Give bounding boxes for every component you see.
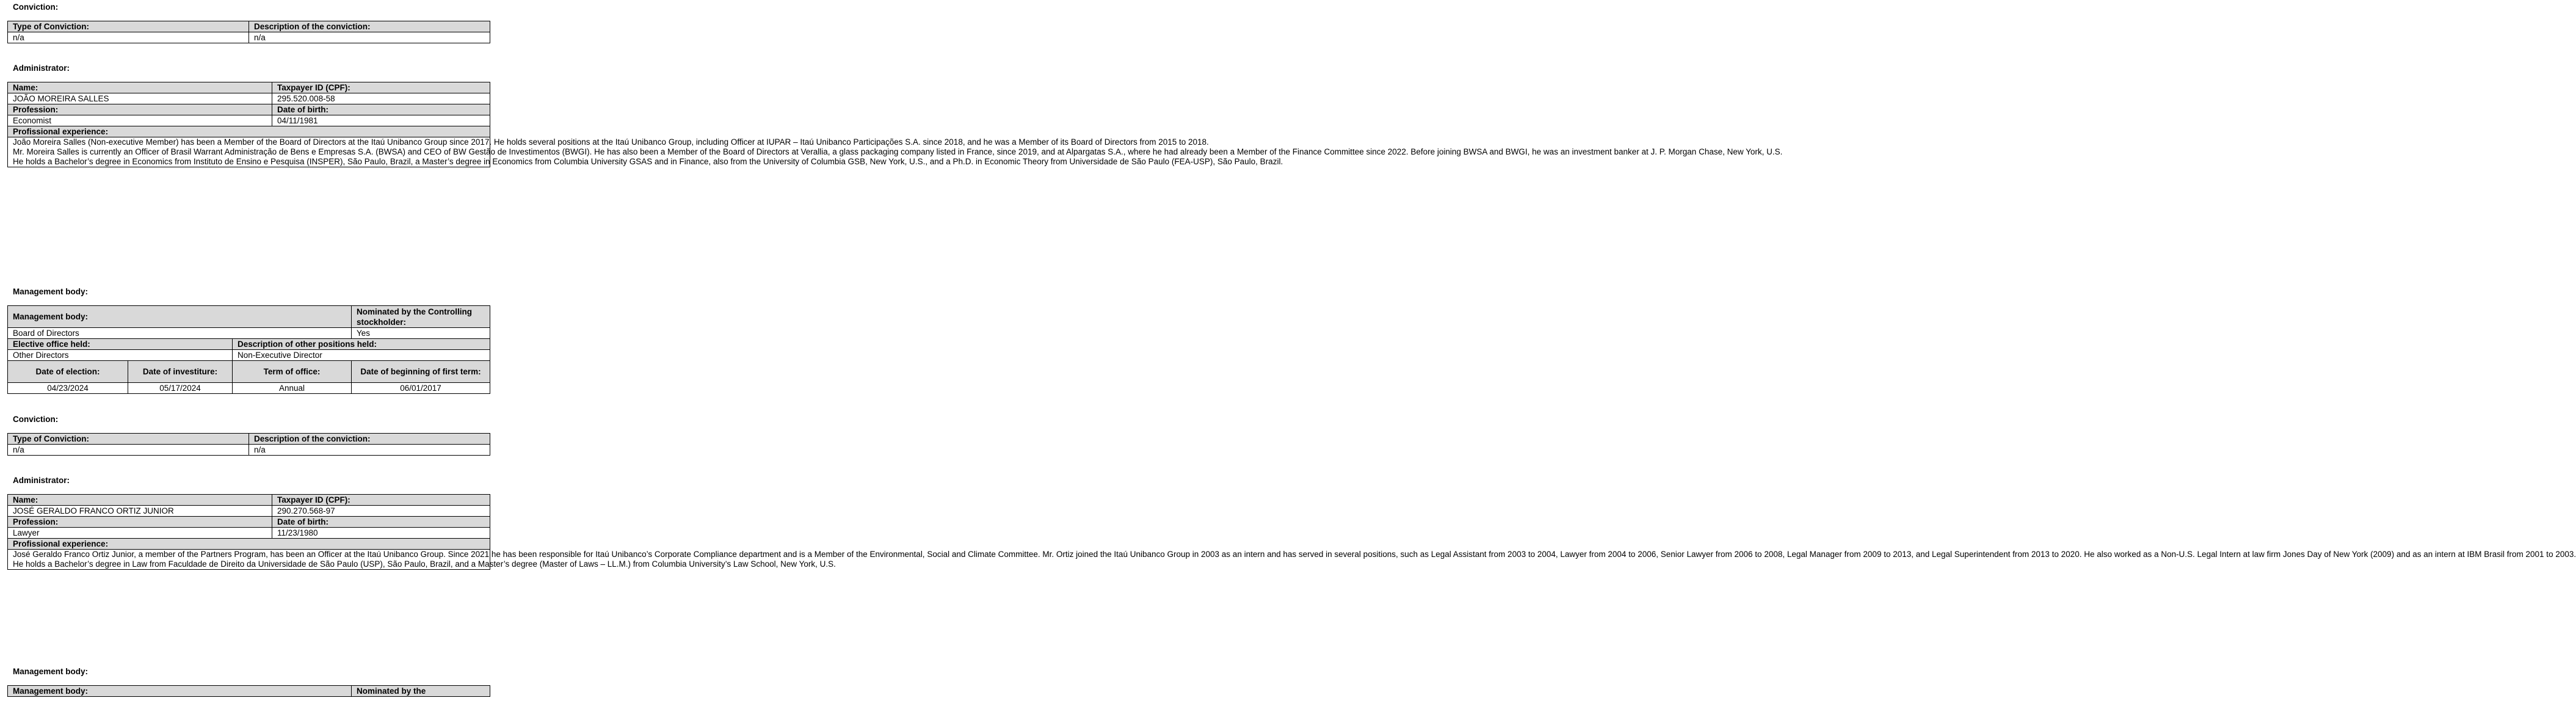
name-label: Name:: [8, 495, 272, 506]
profession-label: Profession:: [8, 517, 272, 528]
dob-value: 11/23/1980: [272, 528, 490, 539]
experience-paragraph: João Moreira Salles (Non-executive Member) has been a Member of the Board of Directors at the Itaú Unibanco Group since 2017. He holds several positions at the Itaú Unibanco Group, including Officer at IUPAR – Itaú Unibanco Participações S.A. since 2018, and he was a Member of its Board of Directors from 2015 to 2018.: [13, 137, 1209, 147]
conviction-type-value: n/a: [8, 32, 249, 43]
administrator-title: Administrator:: [13, 64, 70, 73]
term-label: Term of office:: [233, 361, 352, 383]
conviction-desc-label: Description of the conviction:: [249, 434, 490, 445]
conviction-title: Conviction:: [13, 415, 59, 424]
administrator-title: Administrator:: [13, 476, 70, 485]
conviction-desc-value: n/a: [249, 32, 490, 43]
administrator-table: [7, 82, 1783, 167]
elective-office-value: Other Directors: [8, 350, 233, 361]
cpf-label: Taxpayer ID (CPF):: [272, 82, 490, 93]
management-body-label: Management body:: [8, 306, 352, 328]
name-label: Name:: [8, 82, 272, 93]
profession-label: Profession:: [8, 104, 272, 115]
experience-paragraph: He holds a Bachelor’s degree in Law from Faculdade de Direito da Universidade de São Paulo (USP), São Paulo, Brazil, and a Master’s degree (Master of Laws – LL.M.) from Columbia University’s Law School, New York, U.S.: [13, 559, 836, 569]
cpf-value: 290.270.568-97: [272, 506, 490, 517]
conviction-type-label: Type of Conviction:: [8, 21, 249, 32]
experience-paragraph: He holds a Bachelor’s degree in Economics from Instituto de Ensino e Pesquisa (INSPER), São Paulo, Brazil, a Master’s degree in Economics from Columbia University GSAS and in Finance, also from the University of Columbia GSB, New York, U.S., and a Ph.D. in Economic Theory from Universidade de São Paulo (FEA-USP), São Paulo, Brazil.: [13, 157, 1283, 166]
conviction-type-value: n/a: [8, 445, 249, 456]
conviction-table: [7, 21, 490, 43]
first-term-label: Date of beginning of first term:: [352, 361, 490, 383]
experience-text: [8, 137, 1783, 167]
management-body-table: [7, 685, 490, 697]
cpf-value: 295.520.008-58: [272, 93, 490, 104]
elective-office-label: Elective office held:: [8, 339, 233, 350]
conviction-type-label: Type of Conviction:: [8, 434, 249, 445]
investiture-date-value: 05/17/2024: [128, 383, 233, 394]
nominated-value: Yes: [352, 328, 490, 339]
management-body-table: [7, 305, 490, 394]
management-body-value: Board of Directors: [8, 328, 352, 339]
administrator-table: [7, 494, 2576, 570]
conviction-desc-label: Description of the conviction:: [249, 21, 490, 32]
nominated-label: Nominated by the: [352, 686, 490, 697]
election-date-value: 04/23/2024: [8, 383, 128, 394]
investiture-date-label: Date of investiture:: [128, 361, 233, 383]
other-positions-label: Description of other positions held:: [233, 339, 490, 350]
profession-value: Economist: [8, 115, 272, 126]
cpf-label: Taxpayer ID (CPF):: [272, 495, 490, 506]
conviction-table: [7, 433, 490, 456]
experience-paragraph: José Geraldo Franco Ortiz Junior, a member of the Partners Program, has been an Officer at the Itaú Unibanco Group. Since 2021 he has been responsible for Itaú Unibanco’s Corporate Compliance department and is a Member of the Environmental, Social and Climate Committee. Mr. Ortiz joined the Itaú Unibanco Group in 2003 as an intern and has served in several positions, such as Legal Assistant from 2003 to 2004, Lawyer from 2004 to 2006, Senior Lawyer from 2006 to 2008, Legal Manager from 2009 to 2013, and Legal Superintendent from 2013 to 2020. He also worked as a Non-U.S. Legal Intern at law firm Jones Day of New York (2009) and as an intern at IBM Brasil from 2001 to 2003.: [13, 550, 2576, 559]
dob-value: 04/11/1981: [272, 115, 490, 126]
term-value: Annual: [233, 383, 352, 394]
name-value: JOÃO MOREIRA SALLES: [8, 93, 272, 104]
experience-text: [8, 550, 2576, 570]
other-positions-value: Non-Executive Director: [233, 350, 490, 361]
election-date-label: Date of election:: [8, 361, 128, 383]
first-term-value: 06/01/2017: [352, 383, 490, 394]
profession-value: Lawyer: [8, 528, 272, 539]
experience-paragraph: Mr. Moreira Salles is currently an Officer of Brasil Warrant Administração de Bens e Empresas S.A. (BWSA) and CEO of BW Gestão de Investimentos (BWGI). He has also been a Member of the Board of Directors at Verallia, a glass packaging company listed in France, since 2019, and at Alpargatas S.A., where he had already been a Member of the Finance Committee since 2022. Before joining BWSA and BWGI, he was an investment banker at J. P. Morgan Chase, New York, U.S.: [13, 147, 1783, 156]
experience-label: Profissional experience:: [8, 539, 490, 550]
conviction-desc-value: n/a: [249, 445, 490, 456]
dob-label: Date of birth:: [272, 517, 490, 528]
management-body-title: Management body:: [13, 287, 89, 296]
conviction-title: Conviction:: [13, 2, 59, 12]
experience-label: Profissional experience:: [8, 126, 490, 137]
management-body-title: Management body:: [13, 667, 89, 676]
name-value: JOSÉ GERALDO FRANCO ORTIZ JUNIOR: [8, 506, 272, 517]
dob-label: Date of birth:: [272, 104, 490, 115]
nominated-label: Nominated by the Controlling stockholder:: [352, 306, 490, 328]
management-body-label: Management body:: [8, 686, 352, 697]
